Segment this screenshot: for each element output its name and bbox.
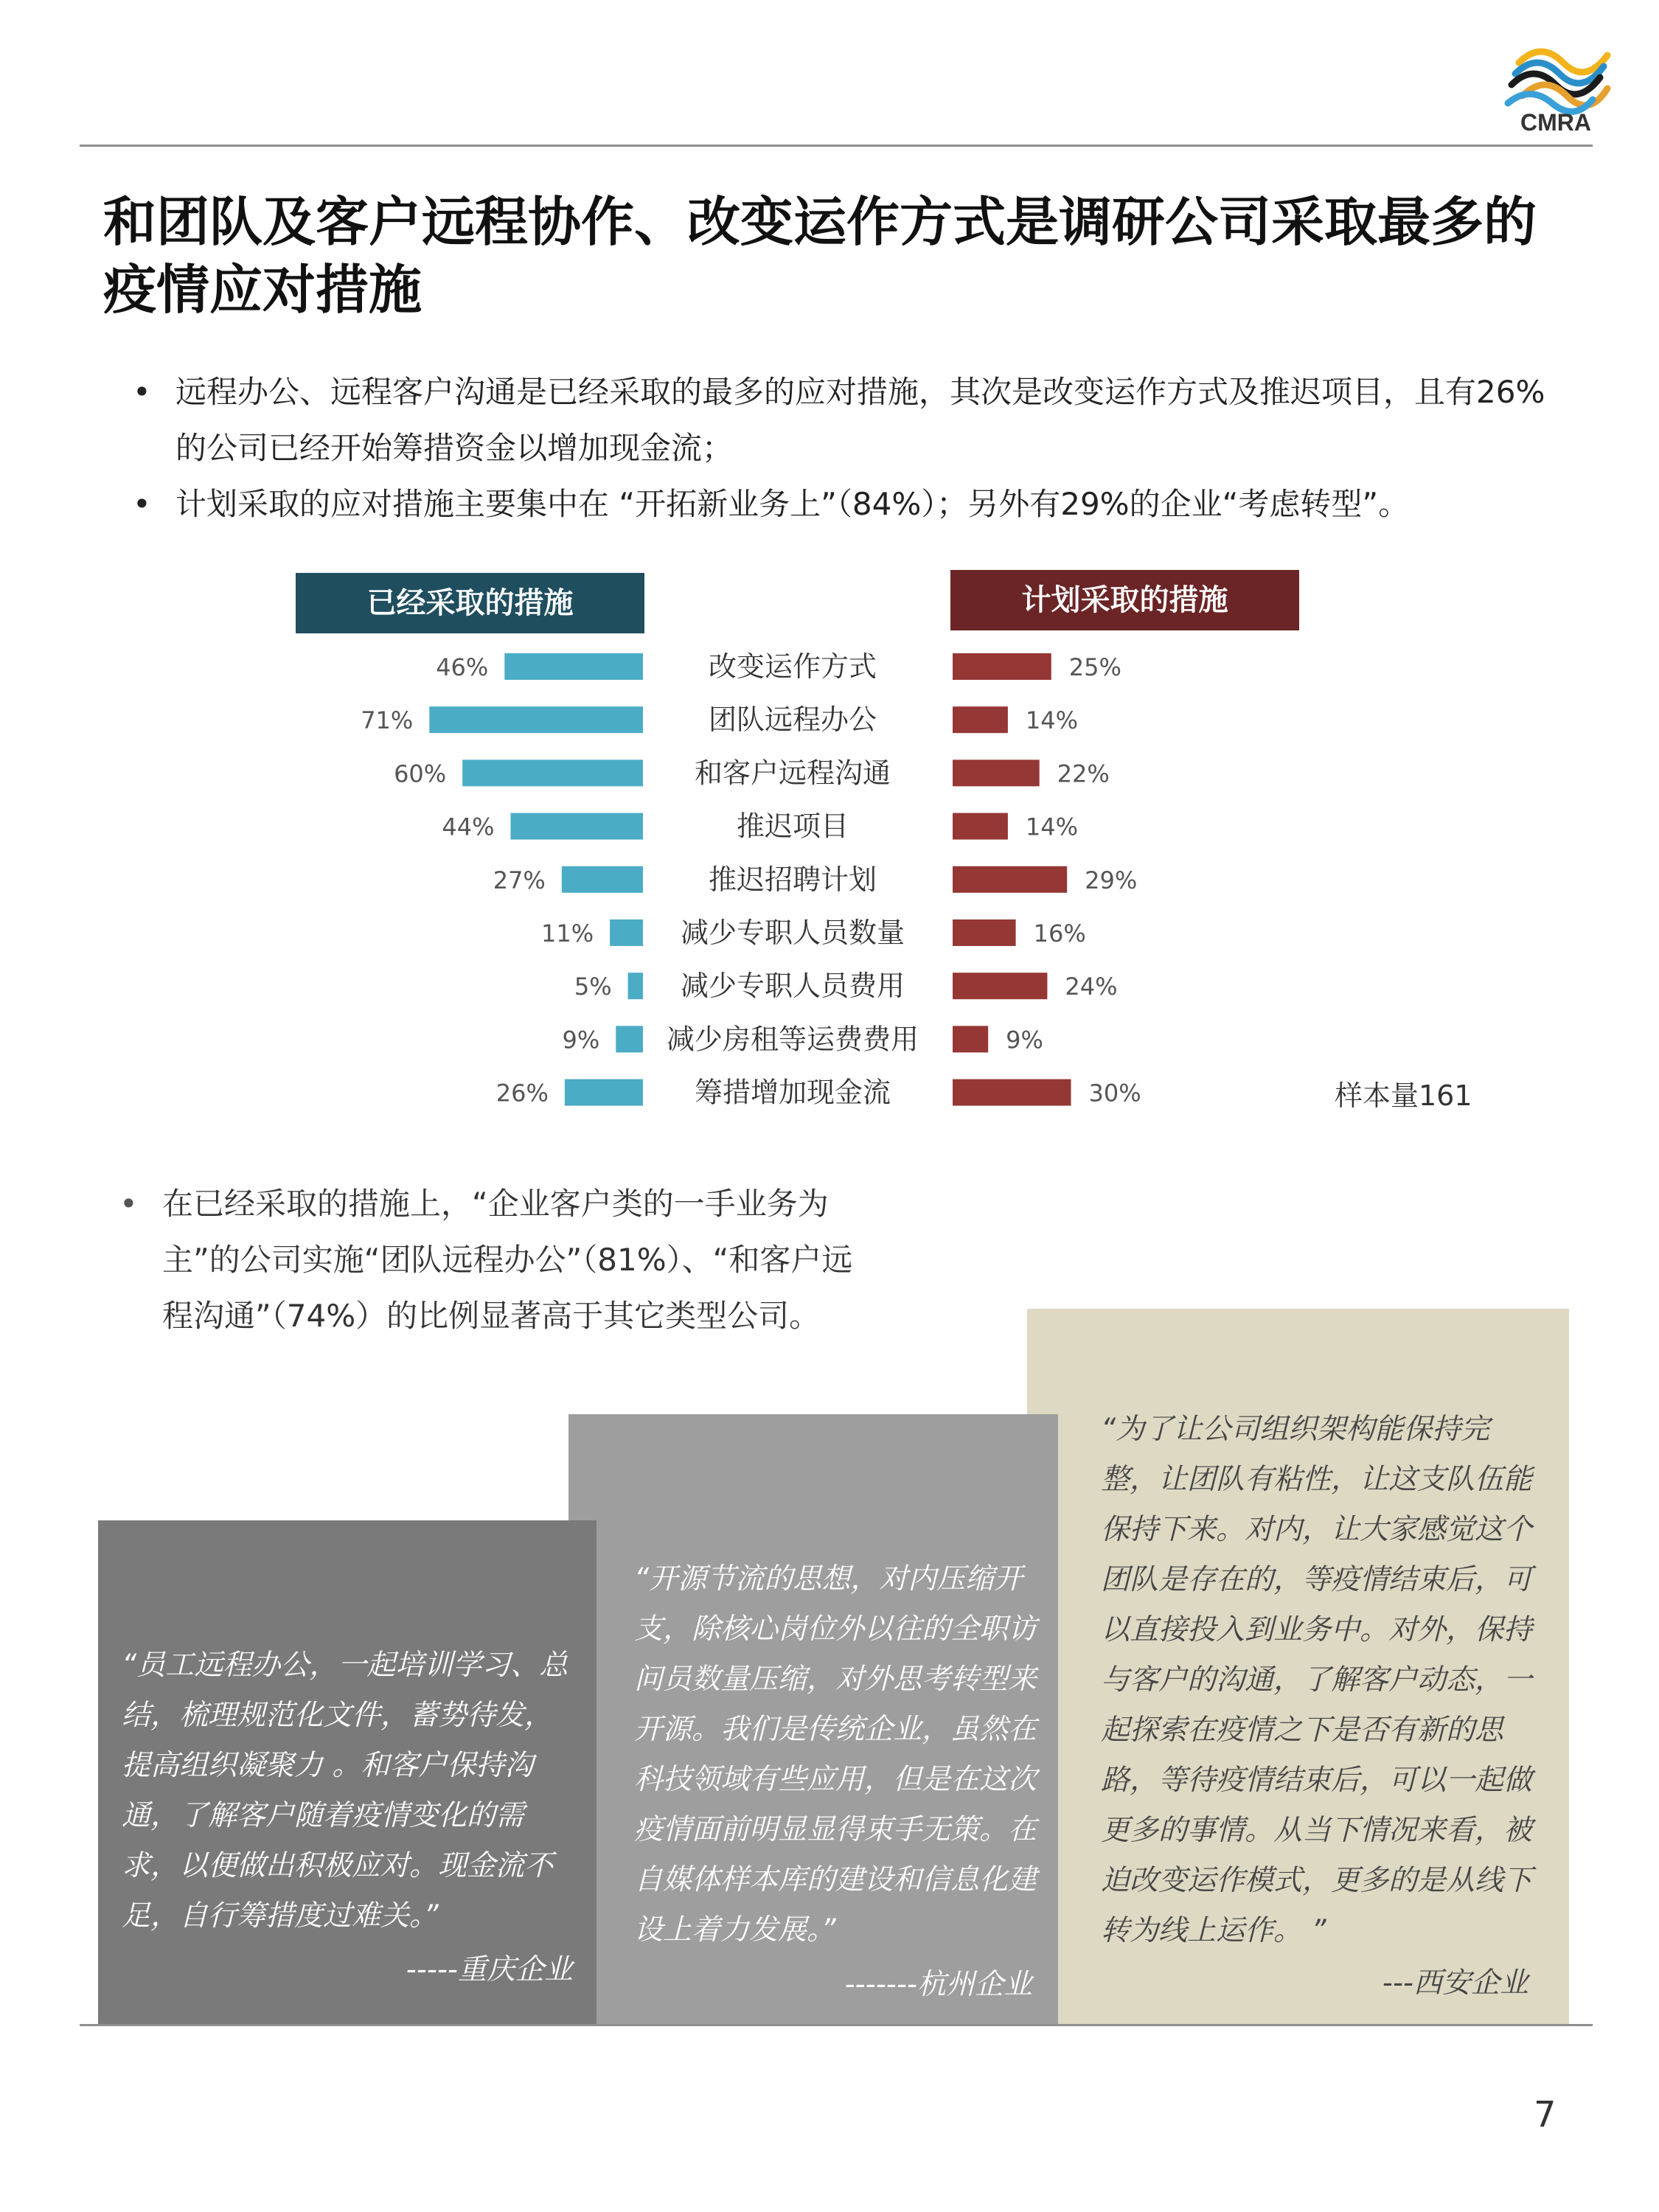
quote-source-xian: ---西安企业 (1382, 1966, 1528, 2000)
data-label-planned: 22% (1057, 759, 1110, 788)
category-label: 减少专职人员费用 (680, 970, 905, 1003)
bullet-item (119, 1176, 870, 1344)
sample-size-note: 样本量161 (1335, 1079, 1472, 1112)
bar-planned (953, 1026, 988, 1052)
data-label-planned: 14% (1025, 813, 1079, 841)
bar-planned (953, 866, 1067, 893)
bar-taken (429, 706, 643, 733)
bar-planned (953, 1079, 1071, 1106)
data-label-taken: 71% (361, 706, 414, 735)
data-label-taken: 11% (540, 919, 594, 947)
page-title: 和团队及客户远程协作、改变运作方式是调研公司采取最多的疫情应对措施 (103, 191, 1537, 321)
category-label: 减少专职人员数量 (680, 917, 905, 949)
category-label: 推迟招聘计划 (708, 863, 877, 896)
data-label-planned: 14% (1025, 706, 1079, 735)
category-label: 减少房租等运费费用 (666, 1023, 919, 1056)
category-label: 团队远程办公 (708, 703, 877, 737)
quote-source-chongqing: -----重庆企业 (406, 1953, 573, 1986)
data-label-planned: 16% (1033, 919, 1086, 947)
data-label-planned: 30% (1088, 1079, 1141, 1107)
data-label-planned: 29% (1085, 866, 1138, 894)
bar-taken (616, 1026, 643, 1052)
footer-divider (80, 2024, 1593, 2026)
page-number: 7 (1534, 2094, 1557, 2135)
data-label-planned: 9% (1006, 1026, 1043, 1054)
bullet-text: 远程办公、远程客户沟通是已经采取的最多的应对措施，其次是改变运作方式及推迟项目，且有26%的公司已经开始筹措资金以增加现金流； (175, 374, 1545, 466)
category-label: 筹措增加现金流 (694, 1076, 891, 1109)
data-label-taken: 9% (562, 1026, 600, 1054)
data-label-taken: 44% (442, 813, 495, 841)
bar-taken (504, 653, 643, 680)
bar-taken (510, 813, 643, 840)
bar-taken (462, 759, 643, 786)
bar-planned (953, 759, 1040, 786)
bullet-text: 计划采取的应对措施主要集中在 “开拓新业务上”（84%）；另外有29%的企业“考虑转型”。 (175, 486, 1410, 522)
bar-taken (562, 866, 643, 893)
logo-text: CMRA (1520, 109, 1591, 136)
data-label-taken: 27% (493, 866, 546, 894)
quote-text-chongqing: “员工远程办公，一起培训学习、总结，梳理规范化文件，蓄势待发，提高组织凝聚力 。和客户保持沟通，了解客户随着疫情变化的需求，以便做出积极应对。现金流不足，自行筹措度过难关。” (122, 1649, 568, 1933)
bullet-dot: • (119, 1186, 138, 1222)
quote-text-xian: “为了让公司组织架构能保持完整，让团队有粘性，让这支队伍能保持下来。对内，让大家感觉这个团队是存在的，等疫情结束后，可以直接投入到业务中。对外，保持与客户的沟通，了解客户动态，一起探索在疫情之下是否有新的思路，等待疫情结束后，可以一起做更多的事情。从当下情况来看，被迫改变运作模式，更多的是从线下转为线上运作。 ” (1101, 1413, 1533, 1947)
category-label: 改变运作方式 (708, 650, 877, 683)
bullet-dot: • (133, 374, 151, 410)
chart-header-planned: 计划采取的措施 (950, 570, 1299, 630)
bullet-dot: • (133, 486, 151, 522)
bar-planned (953, 973, 1047, 999)
bar-taken (610, 919, 643, 946)
data-label-planned: 24% (1065, 973, 1118, 1001)
bar-planned (953, 706, 1008, 733)
bar-planned (953, 653, 1051, 680)
bar-planned (953, 813, 1008, 840)
data-label-taken: 26% (495, 1079, 549, 1107)
chart-header-taken: 已经采取的措施 (296, 573, 644, 633)
bar-taken (628, 973, 643, 999)
quote-source-hangzhou: -------杭州企业 (844, 1968, 1032, 2001)
quote-text-hangzhou: “开源节流的思想，对内压缩开支，除核心岗位外以往的全职访问员数量压缩，对外思考转型来开源。我们是传统企业，虽然在科技领域有些应用，但是在这次疫情面前明显显得束手无策。在自媒体样本库的建设和信息化建设上着力发展。” (634, 1562, 1037, 1947)
data-label-taken: 46% (436, 653, 489, 681)
bar-planned (953, 919, 1016, 946)
bar-taken (565, 1079, 643, 1106)
data-label-taken: 60% (394, 759, 447, 788)
data-label-taken: 5% (574, 973, 612, 1001)
bullet-text: 在已经采取的措施上，“企业客户类的一手业务为主”的公司实施“团队远程办公”（81%）、“和客户远程沟通”（74%）的比例显著高于其它类型公司。 (162, 1186, 853, 1334)
category-label: 推迟项目 (736, 810, 849, 843)
data-label-planned: 25% (1068, 653, 1121, 681)
category-label: 和客户远程沟通 (694, 757, 891, 790)
